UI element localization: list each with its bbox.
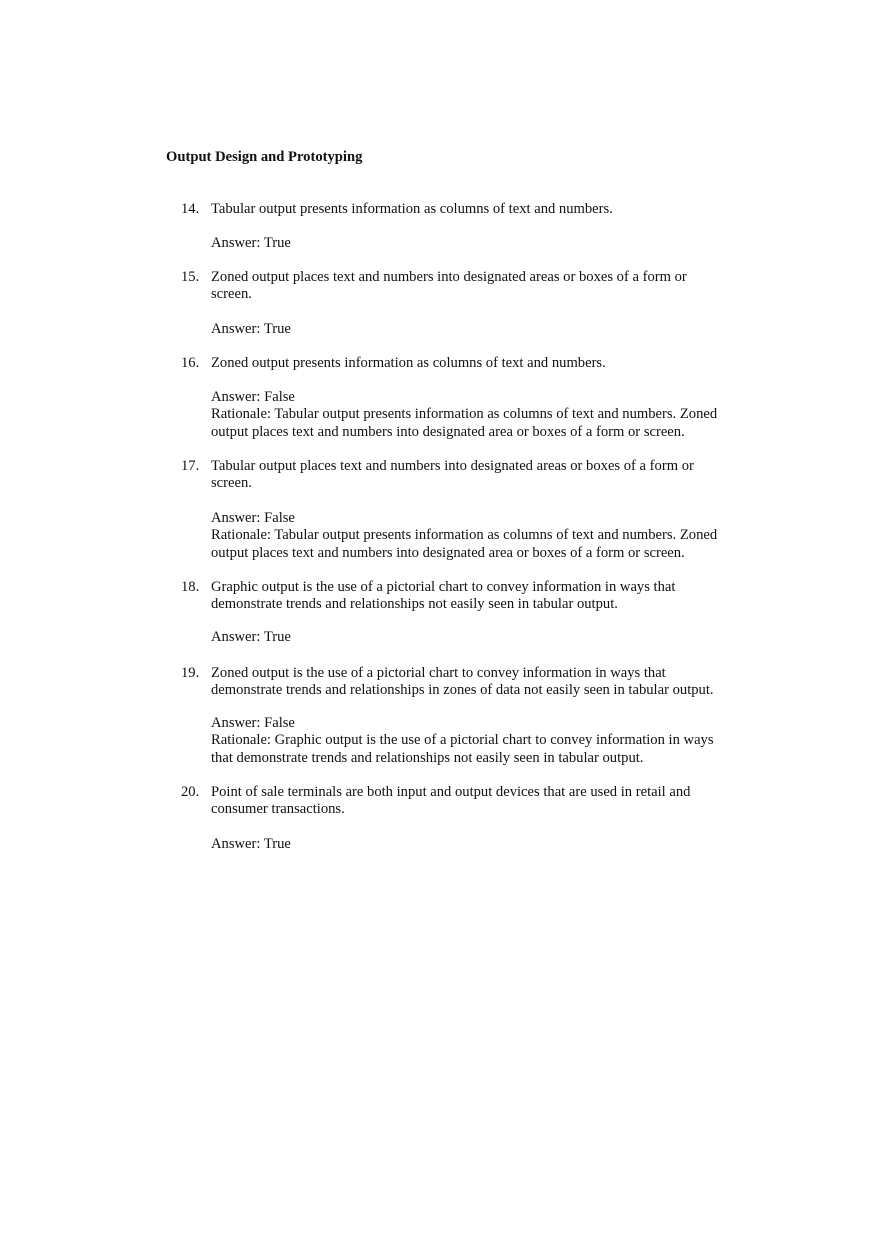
rationale-line: Rationale: Tabular output presents information as columns of text and numbers. Zoned [211,527,718,544]
question-line: Graphic output is the use of a pictorial chart to convey information in ways that [211,579,676,595]
question-text [211,458,694,493]
question-line: Point of sale terminals are both input and output devices that are used in retail and [211,784,691,800]
question-text [211,269,687,304]
rationale-line: output places text and numbers into designated area or boxes of a form or screen. [211,423,685,440]
question-number: 14. [181,201,200,217]
answer-text: Answer: True [211,321,291,337]
answer-block [211,321,291,338]
rationale-line: output places text and numbers into designated area or boxes of a form or screen. [211,544,685,561]
question-text [211,665,714,700]
question-text [211,355,606,372]
answer-text: Answer: True [211,836,291,852]
question-line: Zoned output is the use of a pictorial chart to convey information in ways that [211,665,666,681]
rationale-line: Rationale: Graphic output is the use of a pictorial chart to convey information in ways [211,732,714,749]
question-number: 20. [181,784,200,800]
question-number: 17. [181,458,200,474]
section-title: Output Design and Prototyping [166,149,363,165]
question-number: 18. [181,579,200,595]
answer-block [211,510,717,562]
answer-block [211,629,291,646]
question-line: Zoned output presents information as columns of text and numbers. [211,355,606,371]
answer-block [211,235,291,252]
question-text [211,579,675,614]
answer-block [211,715,714,767]
question-text [211,784,690,819]
answer-text: Answer: False [211,389,295,405]
question-line: Zoned output places text and numbers into designated areas or boxes of a form or [211,269,687,285]
question-line: Tabular output places text and numbers into designated areas or boxes of a form or [211,458,694,474]
question-line: screen. [211,475,252,492]
answer-block [211,389,717,441]
answer-text: Answer: True [211,235,291,251]
question-line: demonstrate trends and relationships not easily seen in tabular output. [211,596,618,613]
rationale-line: that demonstrate trends and relationships not easily seen in tabular output. [211,749,644,766]
question-line: screen. [211,286,252,303]
question-number: 15. [181,269,200,285]
answer-text: Answer: False [211,510,295,526]
question-line: Tabular output presents information as columns of text and numbers. [211,201,613,217]
question-number: 16. [181,355,200,371]
question-text [211,201,613,218]
answer-text: Answer: False [211,715,295,731]
answer-block [211,836,291,853]
answer-text: Answer: True [211,629,291,645]
question-line: demonstrate trends and relationships in zones of data not easily seen in tabular output. [211,682,714,699]
rationale-line: Rationale: Tabular output presents information as columns of text and numbers. Zoned [211,406,718,423]
question-number: 19. [181,665,200,681]
question-line: consumer transactions. [211,801,345,818]
